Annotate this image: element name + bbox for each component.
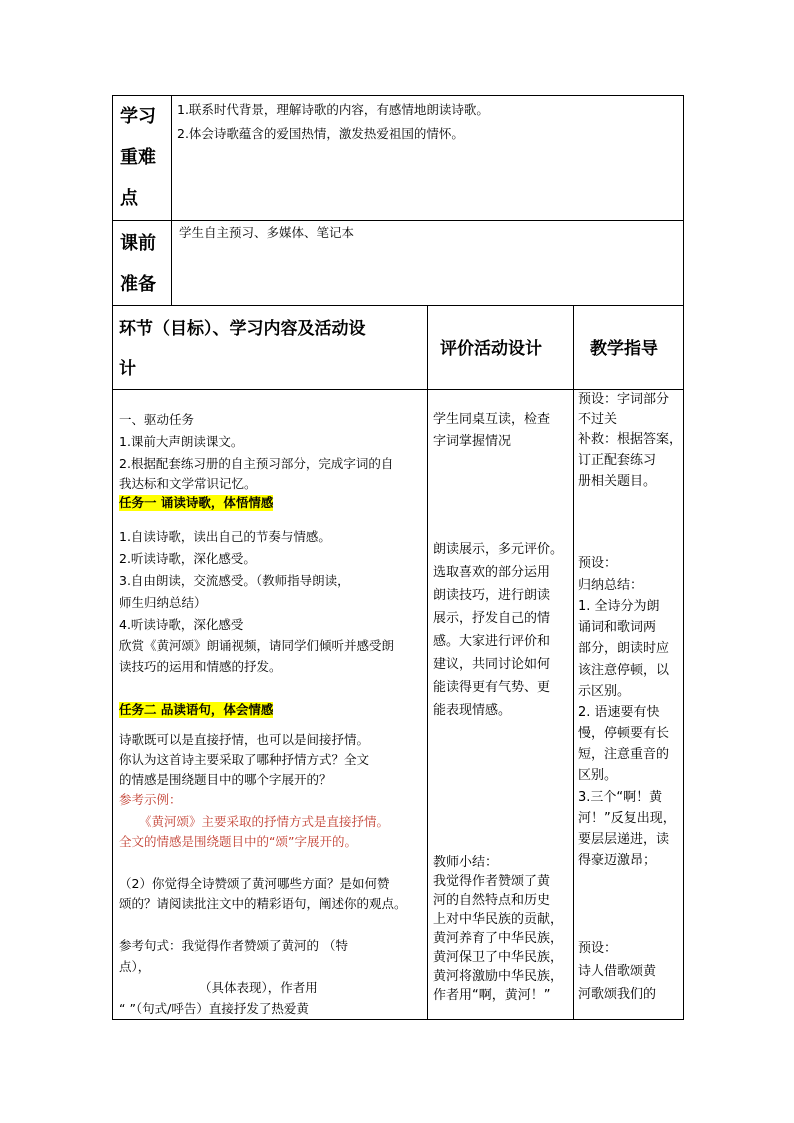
guidance-line: 区别。 — [578, 768, 618, 783]
preparation-content-cell — [172, 221, 682, 305]
preparation-label-line: 课前 — [120, 233, 156, 254]
reference-item: 《黄河颂》主要采取的抒情方式是直接抒情。 — [139, 814, 390, 829]
preparation-content: 学生自主预习、多媒体、笔记本 — [179, 225, 355, 240]
guidance-line: 预设： — [578, 941, 618, 956]
evaluation-line: 选取喜欢的部分运用 — [433, 565, 551, 580]
sentence-pattern-item: 参考句式：我觉得作者赞颂了黄河的 （特 — [119, 938, 348, 953]
guidance-line: 不过关 — [578, 412, 618, 427]
drive-task-title: 一、驱动任务 — [119, 412, 195, 427]
sentence-pattern-item: 点）， — [119, 959, 151, 974]
guidance-cell — [574, 390, 683, 1019]
key-points-content-cell — [172, 96, 682, 220]
task2-title: 任务二 品读语句，体会情感 — [119, 702, 274, 717]
reference-item: 全文的情感是围绕题目中的“颂”字展开的。 — [119, 834, 357, 849]
task1-item: 2.听读诗歌，深化感受。 — [119, 551, 256, 566]
evaluation-line: 建议，共同讨论如何 — [433, 657, 551, 672]
evaluation-line: 上对中华民族的贡献， — [433, 912, 564, 927]
task2-item: 你认为这首诗主要采取了哪种抒情方式？全文 — [119, 752, 370, 767]
evaluation-line: 黄河保卫了中华民族， — [433, 950, 564, 965]
header-col3-title: 教学指导 — [590, 339, 658, 359]
evaluation-line: 朗读技巧，进行朗读 — [433, 588, 551, 603]
drive-task-item: 2.根据配套练习册的自主预习部分，完成字词的自 — [119, 456, 394, 471]
evaluation-line: 字词掌握情况 — [433, 434, 512, 449]
evaluation-line: 教师小结： — [433, 855, 499, 870]
evaluation-line: 黄河养育了中华民族， — [433, 931, 564, 946]
guidance-line: 预设：字词部分 — [578, 392, 670, 407]
evaluation-line: 感。大家进行评价和 — [433, 634, 551, 649]
task1-item: 欣赏《黄河颂》朗诵视频，请同学们倾听并感受朗 — [119, 638, 395, 653]
evaluation-line: 展示，抒发自己的情 — [433, 611, 551, 626]
guidance-line: 河！”反复出现， — [578, 811, 676, 826]
guidance-line: 册相关题目。 — [578, 474, 657, 489]
task1-item: 4.听读诗歌，深化感受 — [119, 617, 244, 632]
guidance-line: 得豪迈激昂； — [578, 853, 657, 868]
drive-task-item: 1.课前大声朗读课文。 — [119, 434, 244, 449]
evaluation-line: 能读得更有气势、更 — [433, 680, 551, 695]
task2-item: 的情感是围绕题目中的哪个字展开的？ — [119, 772, 332, 787]
preparation-label-line: 准备 — [120, 274, 156, 295]
evaluation-line: 我觉得作者赞颂了黄 — [433, 874, 551, 889]
guidance-line: 部分，朗读时应 — [578, 641, 670, 656]
key-points-label-line: 重难 — [120, 147, 156, 168]
guidance-line: 1. 全诗分为朗 — [578, 599, 660, 614]
question2-item: 颂的？请阅读批注文中的精彩语句，阐述你的观点。 — [119, 896, 407, 911]
guidance-line: 诵词和歌词两 — [578, 620, 657, 635]
activity-content-cell — [113, 390, 427, 1019]
key-point-item: 1.联系时代背景，理解诗歌的内容，有感情地朗读诗歌。 — [177, 102, 489, 117]
evaluation-line: 黄河将激励中华民族， — [433, 969, 564, 984]
evaluation-cell — [428, 390, 573, 1019]
drive-task-item: 我达标和文学常识记忆。 — [119, 476, 257, 491]
sentence-pattern-item: （具体表现），作者用 — [199, 980, 318, 995]
guidance-line: 归纳总结： — [578, 578, 644, 593]
key-points-label-line: 点 — [120, 188, 138, 209]
key-points-label-line: 学习 — [120, 106, 156, 127]
evaluation-line: 作者用“啊，黄河！” — [433, 988, 551, 1003]
header-col3 — [574, 306, 683, 389]
guidance-line: 预设： — [578, 556, 618, 571]
guidance-line: 2. 语速要有快 — [578, 705, 660, 720]
guidance-line: 要层层递进，读 — [578, 832, 670, 847]
guidance-line: 短，注意重音的 — [578, 747, 670, 762]
guidance-line: 示区别。 — [578, 684, 631, 699]
evaluation-line: 能表现情感。 — [433, 703, 512, 718]
evaluation-line: 学生同桌互读，检查 — [433, 412, 551, 427]
task1-title: 任务一 诵读诗歌，体悟情感 — [119, 495, 274, 510]
header-col2-title: 评价活动设计 — [440, 339, 542, 359]
guidance-line: 订正配套练习 — [578, 453, 657, 468]
evaluation-line: 朗读展示，多元评价。 — [433, 542, 564, 557]
question2-item: （2）你觉得全诗赞颂了黄河哪些方面？是如何赞 — [119, 876, 390, 891]
task1-item: 师生归纳总结） — [119, 595, 207, 610]
header-col2 — [428, 306, 573, 389]
preparation-label-cell — [113, 221, 171, 305]
table-border-bottom — [112, 1019, 684, 1020]
key-point-item: 2.体会诗歌蕴含的爱国热情，激发热爱祖国的情怀。 — [177, 126, 464, 141]
guidance-line: 该注意停顿，以 — [578, 663, 670, 678]
guidance-line: 慢，停顿要有长 — [578, 726, 670, 741]
guidance-line: 补救：根据答案， — [578, 432, 683, 447]
reference-title: 参考示例： — [119, 792, 182, 807]
task1-item: 1.自读诗歌，读出自己的节奏与情感。 — [119, 529, 331, 544]
key-points-label-cell — [113, 96, 171, 220]
task1-item: 读技巧的运用和情感的抒发。 — [119, 659, 282, 674]
header-col1-line: 计 — [119, 359, 136, 379]
guidance-line: 3.三个“啊！黄 — [578, 790, 663, 805]
task2-item: 诗歌既可以是直接抒情，也可以是间接抒情。 — [119, 732, 370, 747]
guidance-line: 河歌颂我们的 — [578, 987, 657, 1002]
table-border-right — [683, 95, 684, 1020]
evaluation-line: 河的自然特点和历史 — [433, 893, 551, 908]
sentence-pattern-item: “ ”（句式/呼告）直接抒发了热爱黄 — [119, 1001, 309, 1016]
task1-item: 3.自由朗读，交流感受。（教师指导朗读， — [119, 573, 350, 588]
guidance-line: 诗人借歌颂黄 — [578, 964, 657, 979]
header-col1 — [113, 306, 427, 389]
header-col1-line: 环节（目标）、学习内容及活动设 — [119, 319, 366, 339]
